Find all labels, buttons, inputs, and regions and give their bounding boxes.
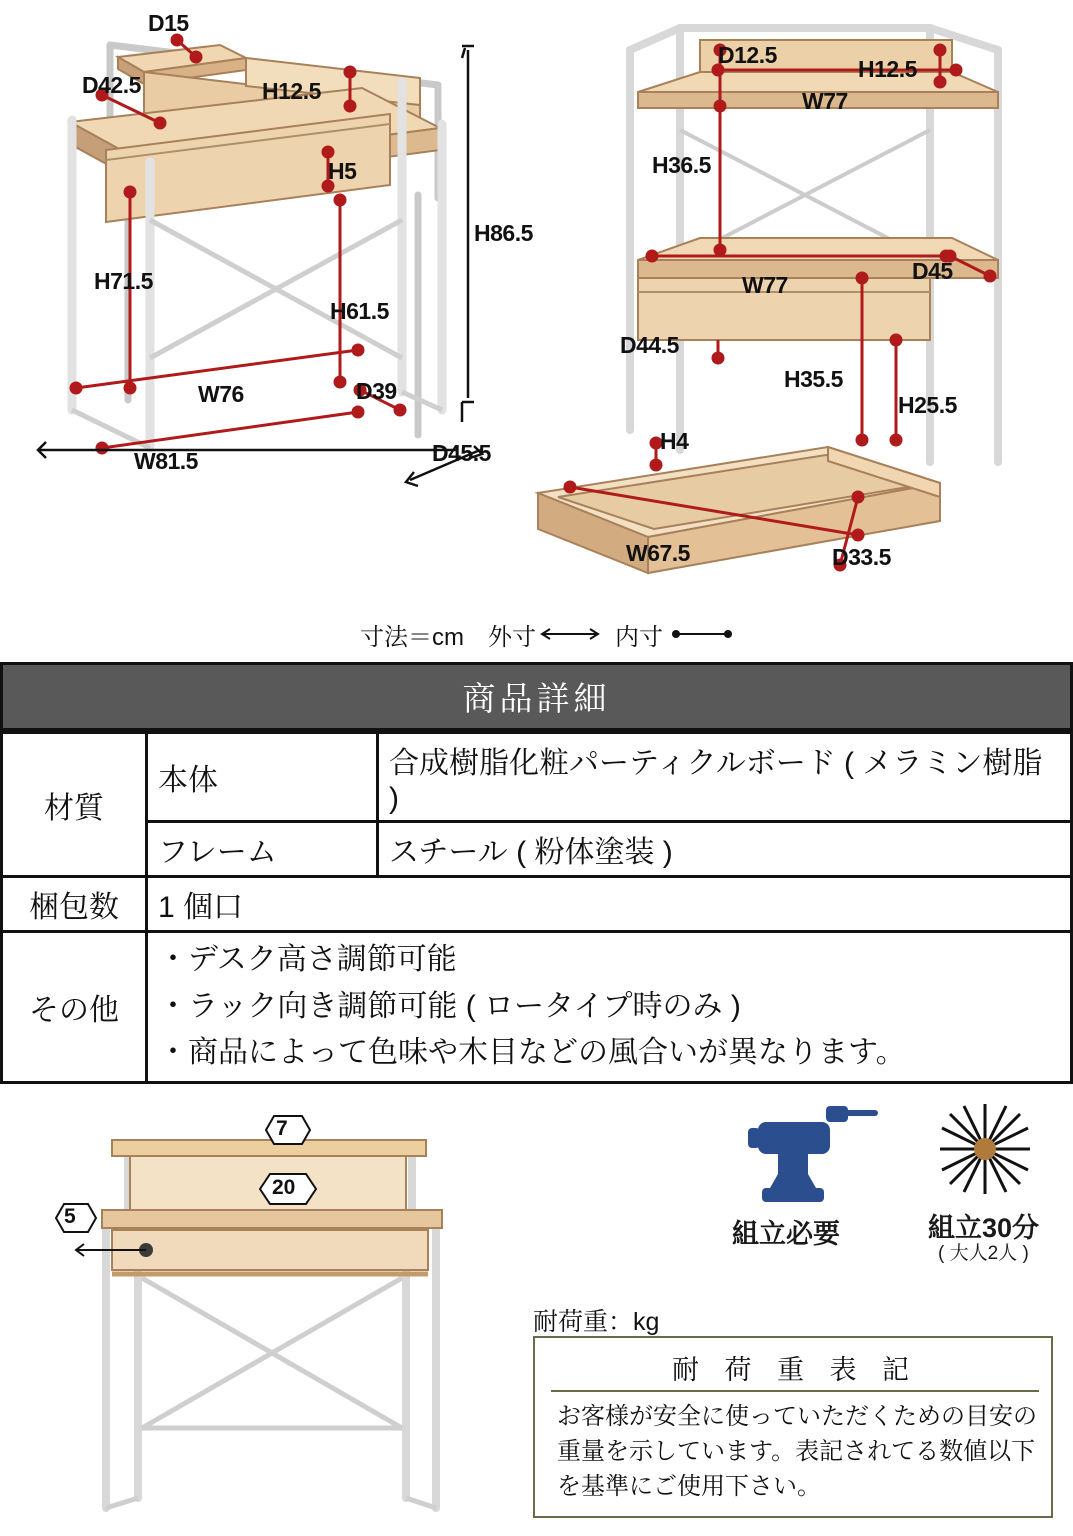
load-box-text: お客様が安全に使っていただくための目安の重量を示しています。表記されてる数値以下を基準にご使用下さい。 xyxy=(557,1403,1037,1500)
load-note: 耐荷重：kg xyxy=(533,1308,660,1336)
part-badge-5 xyxy=(48,1198,104,1238)
dim-h61-5: H61.5 xyxy=(330,298,389,324)
dim-d42-5: D42.5 xyxy=(82,72,141,98)
dim-d15: D15 xyxy=(148,10,189,36)
assembly-time-icon xyxy=(920,1098,1050,1208)
dim-d33-5: D33.5 xyxy=(832,544,891,570)
row-sub-body: 本体 xyxy=(147,733,378,822)
table-row xyxy=(2,877,1072,932)
product-detail-table xyxy=(0,662,1073,1084)
unit-note-text: 寸法＝cm 外寸 xyxy=(360,624,536,651)
dim-w77-top: W77 xyxy=(802,88,848,114)
other-line-1: ・デスク高さ調節可能 xyxy=(158,943,457,976)
part-number-5: 5 xyxy=(64,1205,76,1228)
row-value-frame: スチール ( 粉体塗装 ) xyxy=(378,822,1072,877)
assembly-time-sub: ( 大人2人 ) xyxy=(938,1243,1029,1264)
part-number-20: 20 xyxy=(272,1176,296,1199)
load-box-title: 耐 荷 重 表 記 xyxy=(671,1355,918,1385)
other-line-2: ・ラック向き調節可能 ( ロータイプ時のみ ) xyxy=(158,989,741,1023)
load-box-divider xyxy=(551,1390,1039,1392)
assembly-time-label: 組立30分 xyxy=(928,1213,1040,1243)
drill-label: 組立必要 xyxy=(732,1219,840,1249)
dim-w77-bottom: W77 xyxy=(742,272,788,298)
row-label-package: 梱包数 xyxy=(2,877,147,932)
dim-d45-5: D45.5 xyxy=(432,440,491,466)
table-row xyxy=(2,932,1072,1083)
dim-h86-5: H86.5 xyxy=(474,220,533,246)
dim-d12-5: D12.5 xyxy=(718,42,777,68)
dim-w67-5: W67.5 xyxy=(626,540,690,566)
dim-h71-5: H71.5 xyxy=(94,268,153,294)
row-value-body: 合成樹脂化粧パーティクルボード ( メラミン樹脂 ) xyxy=(378,733,1072,822)
dim-h12-5-b: H12.5 xyxy=(858,56,917,82)
dim-d39: D39 xyxy=(356,378,397,404)
part-badge-7 xyxy=(258,1110,318,1150)
dim-d44-5: D44.5 xyxy=(620,332,679,358)
inner-dim-arrow-icon xyxy=(672,622,792,646)
row-value-other xyxy=(147,932,1072,1083)
dim-h12-5: H12.5 xyxy=(262,78,321,104)
figure-rack xyxy=(600,10,1050,480)
inner-dim-label: 内寸 xyxy=(615,624,663,651)
dim-h4: H4 xyxy=(660,428,689,454)
detail-title: 商品詳細 xyxy=(0,662,1073,731)
unit-note xyxy=(360,617,536,652)
table-row xyxy=(2,822,1072,877)
part-number-7: 7 xyxy=(276,1117,288,1140)
row-label-material: 材質 xyxy=(2,733,147,877)
dim-h5: H5 xyxy=(328,158,357,184)
load-capacity-box xyxy=(533,1336,1053,1518)
dim-h25-5: H25.5 xyxy=(898,392,957,418)
dim-h36-5: H36.5 xyxy=(652,152,711,178)
dim-d45: D45 xyxy=(912,258,953,284)
other-line-3: ・商品によって色味や木目などの風合いが異なります。 xyxy=(158,1036,906,1069)
dim-h35-5: H35.5 xyxy=(784,366,843,392)
row-value-package: 1 個口 xyxy=(147,877,1072,932)
row-sub-frame: フレーム xyxy=(147,822,378,877)
dim-w76: W76 xyxy=(198,381,244,407)
drill-icon xyxy=(730,1100,890,1210)
figure-drawer xyxy=(528,425,948,615)
table-row xyxy=(2,733,1072,822)
figure-assembly xyxy=(50,1098,510,1528)
row-label-other: その他 xyxy=(2,932,147,1083)
dim-w81-5: W81.5 xyxy=(134,448,198,474)
